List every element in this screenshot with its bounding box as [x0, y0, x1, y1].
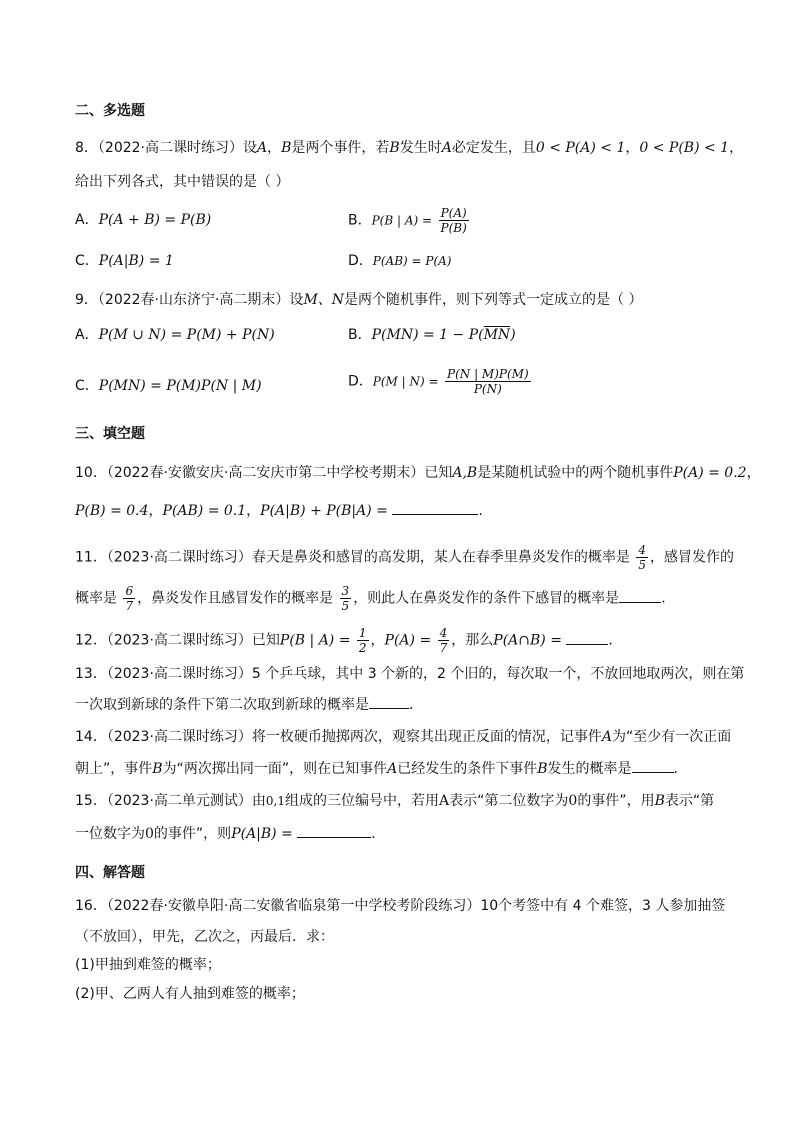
option-label: C． — [75, 378, 99, 394]
q14-text: 为“至少有一次正面 — [612, 729, 732, 745]
q15-text: 15．（2023·高二单元测试）由 — [75, 793, 266, 809]
q14-text: ． — [673, 761, 688, 777]
q12-text: ， — [370, 632, 385, 649]
q15-text: 组成的三位编号中，若用 — [285, 793, 439, 809]
q14-text: 朝上”，事件 — [75, 761, 153, 777]
q8-condition: 0 < P(B) < 1 — [639, 140, 730, 156]
q9-option-c — [75, 376, 262, 396]
question-8-line-1 — [75, 138, 743, 158]
q11-text: ，鼻炎发作且感冒发作的概率是 — [137, 590, 334, 607]
q8-text: ， — [267, 140, 282, 156]
q11-text: ，感冒发作的 — [650, 549, 734, 566]
fraction — [438, 626, 450, 655]
q10-text: ， — [246, 503, 261, 519]
q8-text: ， — [729, 140, 744, 156]
question-11-line-1 — [75, 543, 734, 572]
option-label: A． — [75, 212, 99, 228]
fraction — [357, 626, 369, 655]
q15-var: A — [439, 793, 450, 809]
question-15-line-1 — [75, 791, 714, 811]
question-16-part-2: (2)甲、乙两人有人抽到难签的概率； — [75, 986, 305, 1002]
q9-text: 9．（2022春·山东济宁·高二期末）设 — [75, 292, 304, 308]
q15-formula: P(A|B) = — [231, 826, 293, 842]
q13-text: ． — [409, 697, 423, 713]
q15-digit: 0 — [145, 826, 154, 842]
denominator: P(B) — [440, 221, 467, 235]
q10-text: ， — [746, 465, 761, 481]
q10-var: A,B — [452, 465, 478, 481]
q15-digit: 0 — [568, 793, 578, 809]
q11-text: 11．（2023·高二课时练习）春天是鼻炎和感冒的高发期，某人在春季里鼻炎发作的概率是 — [75, 549, 630, 566]
q14-text: 已经发生的条件下事件 — [397, 761, 538, 777]
q12-formula: P(A∩B) = — [493, 632, 562, 649]
q12-text: ，那么 — [451, 632, 494, 649]
fraction — [340, 584, 352, 613]
answer-blank[interactable] — [619, 588, 661, 603]
option-formula: P(A + B) = P(B) — [98, 212, 212, 228]
q12-formula: P(A) = — [384, 632, 432, 649]
question-14-line-2 — [75, 758, 688, 779]
q15-digits: 0,1 — [265, 794, 285, 808]
q10-text: . — [478, 503, 483, 519]
q8-var: A — [441, 140, 452, 156]
option-label: A． — [75, 327, 99, 343]
q11-text: 概率是 — [75, 590, 117, 607]
denominator: 5 — [638, 558, 646, 572]
q8-option-b — [348, 206, 471, 235]
question-14-line-1 — [75, 727, 731, 747]
q14-var: B — [537, 761, 548, 777]
q10-formula: P(AB) = 0.1 — [162, 503, 247, 519]
q9-option-d — [348, 367, 533, 396]
q8-text: 是两个事件，若 — [291, 140, 390, 156]
question-13-line-1: 13．（2023·高二课时练习）5 个乒乓球，其中 3 个新的，2 个旧的，每次取一个，不放回地取两次，则在第 — [75, 666, 745, 682]
q10-formula: P(B) = 0.4 — [75, 503, 149, 519]
q8-option-d — [348, 251, 452, 271]
q15-text: 一位数字为 — [75, 826, 145, 842]
numerator: 4 — [638, 543, 646, 557]
option-formula: P(M | N) = — [372, 374, 439, 389]
numerator: 6 — [125, 584, 134, 598]
q9-option-b — [348, 325, 516, 345]
q8-var: B — [281, 140, 292, 156]
numerator: P(N | M)P(M) — [447, 367, 529, 381]
answer-blank[interactable] — [392, 500, 478, 515]
q10-text: 是某随机试验中的两个随机事件 — [477, 465, 674, 481]
numerator: 3 — [341, 584, 350, 598]
q11-text: ，则此人在鼻炎发作的条件下感冒的概率是 — [353, 590, 620, 607]
q15-text: 表示“第二位数字为 — [449, 793, 569, 809]
section-heading-fill: 三、填空题 — [75, 426, 145, 442]
question-13-line-2 — [75, 694, 423, 715]
option-formula: ) — [510, 327, 516, 343]
section-heading-multi: 二、多选题 — [75, 103, 145, 119]
q12-formula: P(B | A) = — [279, 632, 351, 649]
option-formula: P(M ∪ N) = P(M) + P(N) — [98, 327, 275, 343]
q12-text: ． — [608, 632, 623, 649]
option-formula: P(AB) = P(A) — [372, 254, 452, 268]
q15-text: . — [371, 826, 376, 842]
q8-var: A — [257, 140, 268, 156]
q8-option-c — [75, 251, 174, 271]
question-16-line-1: 16．（2022春·安徽阜阳·高二安徽省临泉第一中学校考阶段练习）10个考签中有 4 个难签，3 人参加抽签 — [75, 898, 726, 914]
q15-text: 表示“第 — [664, 793, 715, 809]
option-label: C． — [75, 253, 99, 269]
question-10-line-1 — [75, 463, 761, 483]
denominator: 7 — [125, 599, 134, 613]
q14-text: 发生的概率是 — [547, 761, 632, 777]
option-formula: P(MN) = 1 − P( — [371, 327, 484, 343]
option-formula: P(B | A) = — [371, 213, 433, 228]
q9-text: 是两个随机事件，则下列等式一定成立的是（ ） — [344, 292, 643, 308]
denominator: 2 — [358, 641, 367, 655]
q13-text: 一次取到新球的条件下第二次取到新球的概率是 — [75, 697, 369, 713]
section-heading-answer: 四、解答题 — [75, 865, 145, 881]
numerator: P(A) — [440, 206, 467, 220]
fraction — [123, 584, 135, 613]
question-15-line-2 — [75, 823, 376, 844]
answer-blank[interactable] — [369, 694, 409, 709]
option-formula: P(MN) = P(M)P(N | M) — [98, 378, 262, 394]
question-8-line-2: 给出下列各式，其中错误的是（ ） — [75, 174, 290, 190]
question-16-line-2: （不放回），甲先，乙次之，丙最后．求： — [75, 929, 334, 945]
q8-option-a — [75, 210, 211, 230]
option-label: B． — [348, 212, 372, 229]
question-11-line-2 — [75, 584, 675, 613]
q15-text: 的事件”，用 — [577, 793, 655, 809]
numerator: 4 — [439, 626, 448, 640]
q8-text: 8．（2022·高二课时练习）设 — [75, 140, 257, 156]
answer-blank[interactable] — [632, 758, 674, 773]
fraction — [445, 367, 531, 396]
option-formula: P(A|B) = 1 — [98, 253, 174, 269]
q14-var: B — [152, 761, 163, 777]
q15-text: 的事件”，则 — [153, 826, 232, 842]
q9-option-a — [75, 325, 275, 345]
q10-formula: P(A|B) + P(B|A) = — [260, 503, 388, 519]
q15-var: B — [654, 793, 665, 809]
answer-blank[interactable] — [566, 630, 608, 645]
q8-condition: 0 < P(A) < 1 — [535, 140, 626, 156]
option-label: D． — [348, 253, 373, 269]
numerator: 1 — [358, 626, 367, 640]
q9-var: M、N — [303, 292, 345, 308]
denominator: 5 — [341, 599, 350, 613]
answer-blank[interactable] — [297, 823, 371, 838]
q10-formula: P(A) = 0.2 — [673, 465, 747, 481]
denominator: P(N) — [473, 382, 502, 396]
q12-text: 12．（2023·高二课时练习）已知 — [75, 632, 280, 649]
fraction — [636, 543, 648, 572]
q10-text: 10．（2022春·安徽安庆·高二安庆市第二中学校考期末）已知 — [75, 465, 453, 481]
q8-text: 必定发生，且 — [451, 140, 536, 156]
question-9-line-1 — [75, 290, 642, 310]
q8-text: ， — [625, 140, 640, 156]
q11-text: ． — [661, 590, 676, 607]
question-12-line-1 — [75, 626, 622, 655]
q8-var: B — [389, 140, 400, 156]
q14-var: A — [601, 729, 613, 745]
denominator: 7 — [439, 641, 448, 655]
q14-var: A — [387, 761, 398, 777]
question-16-part-1: (1)甲抽到难签的概率； — [75, 957, 221, 973]
option-label: B． — [348, 327, 372, 343]
q14-text: 为“两次掷出同一面”，则在已知事件 — [162, 761, 388, 777]
question-10-line-2 — [75, 500, 483, 521]
complement-event: $\overline{MN}$ — [483, 327, 511, 343]
option-label: D． — [348, 373, 373, 390]
q10-text: ， — [148, 503, 163, 519]
fraction — [439, 206, 469, 235]
q14-text: 14．（2023·高二课时练习）将一枚硬币抛掷两次，观察其出现正反面的情况，记事件 — [75, 729, 602, 745]
q8-text: 发生时 — [399, 140, 442, 156]
